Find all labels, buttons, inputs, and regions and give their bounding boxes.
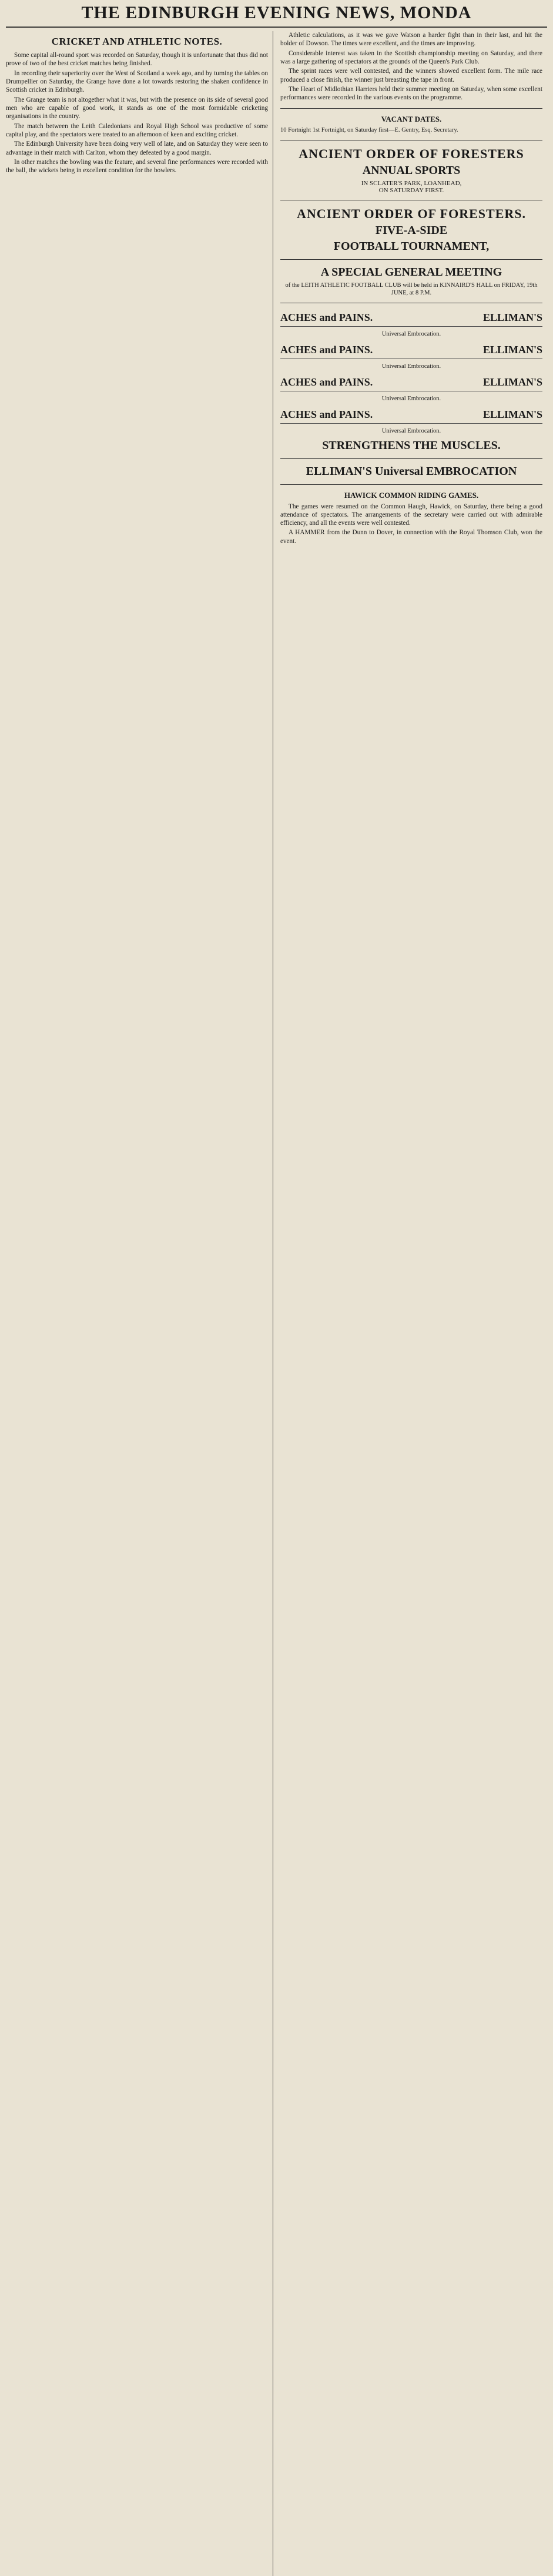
paragraph: The games were resumed on the Common Haugh, Hawick, on Saturday, there being a good attendance of spectators. The arrangements of the secretary were carried out with admirable efficiency, and all the events were well contested. [280,503,542,527]
hawick-body [280,503,542,546]
divider [280,108,542,109]
ellimans-row [280,341,542,359]
ellimans-label: ELLIMAN'S [482,344,542,356]
paragraph: The sprint races were well contested, and the winners showed excellent form. The mile race produced a close finish, the winner just breasting the tape in front. [280,68,542,83]
divider [280,259,542,260]
divider [280,458,542,459]
ellimans-ads [280,309,542,436]
ellimans-label: ELLIMAN'S [482,311,542,323]
ellimans-row [280,309,542,327]
vacant-dates-line: 10 Fortnight 1st Fortnight, on Saturday first—E. Gentry, Esq. Secretary. [280,126,458,133]
left-column [6,31,273,2576]
ellimans-label: ELLIMAN'S [482,408,542,421]
aches-pains-label: ACHES and PAINS. [280,408,373,421]
right-column [280,31,547,2576]
ellimans-sub: Universal Embrocation. [381,396,441,403]
aches-pains-label: ACHES and PAINS. [280,376,373,388]
ellimans-label: ELLIMAN'S [482,376,542,388]
ellimans-row [280,406,542,424]
masthead: THE EDINBURGH EVENING NEWS, MONDA [6,0,547,28]
ellimans-sub: Universal Embrocation. [381,428,441,435]
ellimans-sub: Universal Embrocation. [381,331,441,337]
paragraph: A HAMMER from the Dunn to Dover, in connection with the Royal Thomson Club, won the event. [280,529,542,545]
paragraph: The Edinburgh University have been doing very well of late, and on Saturday they were seen to advantage in their match with Carlton, whom they defeated by a good margin. [6,140,268,156]
foresters-football-ad [280,206,542,253]
paragraph: The Grange team is not altogether what it was, but with the presence on its side of several good men who are capable of good work, it stands as one of the most formidable cricketing organisations in the country. [6,96,268,120]
athletics-body [280,31,542,102]
strengthens-muscles: STRENGTHENS THE MUSCLES. [322,438,501,452]
football-tournament: FOOTBALL TOURNAMENT, [333,239,490,253]
foresters-date: ON SATURDAY FIRST. [378,186,444,194]
foresters-ad [280,146,542,194]
universal-embrocation: ELLIMAN'S Universal EMBROCATION [306,464,517,478]
aches-pains-label: ACHES and PAINS. [280,311,373,323]
paragraph: Athletic calculations, as it was we gave Watson a harder fight than in their last, and hit the bolder of Dowson. The times were excellent, and the times are improving. [280,32,542,48]
paragraph: The Heart of Midlothian Harriers held their summer meeting on Saturday, when some excellent performances were recorded in the various events on the programme. [280,85,542,102]
vacant-dates-title: VACANT DATES. [381,114,442,123]
article-body [6,51,268,175]
paragraph: Some capital all-round sport was recorded on Saturday, though it is unfortunate that thus did not prove of two of the best cricket matches being finished. [6,52,268,68]
aches-pains-label: ACHES and PAINS. [280,344,373,356]
ellimans-sub: Universal Embrocation. [381,363,441,370]
paragraph: In other matches the bowling was the feature, and several fine performances were recorded with the ball, the wickets being in excellent condition for the bowlers. [6,158,268,175]
special-meeting-line: of the LEITH ATHLETIC FOOTBALL CLUB will be held in KINNAIRD'S HALL on FRIDAY, 19th JUNE, at 8 P.M. [285,282,538,296]
paragraph: The match between the Leith Caledonians and Royal High School was productive of some capital play, and the spectators were treated to an afternoon of keen and exciting cricket. [6,122,268,138]
paragraph: In recording their superiority over the West of Scotland a week ago, and by turning the tables on Drumpellier on Saturday, the Grange have done a lot towards restoring the shaken confidence in Scottish cricket in Edinburgh. [6,69,268,94]
ellimans-row [280,374,542,391]
foresters-football-title: ANCIENT ORDER OF FORESTERS. [296,206,527,221]
article-headline: CRICKET AND ATHLETIC NOTES. [51,36,223,47]
special-meeting-title: A SPECIAL GENERAL MEETING [320,265,502,279]
hawick-title: HAWICK COMMON RIDING GAMES. [344,490,479,500]
foresters-venue: IN SCLATER'S PARK, LOANHEAD, [361,179,462,187]
foresters-subtitle: ANNUAL SPORTS [362,163,461,177]
paragraph: Considerable interest was taken in the Scottish championship meeting on Saturday, and there was a large gathering of spectators at the grounds of the Queen's Park Club. [280,49,542,65]
foresters-title: ANCIENT ORDER OF FORESTERS [299,146,524,161]
special-meeting-ad [280,266,542,297]
five-a-side: FIVE-A-SIDE [375,223,448,237]
divider [280,484,542,485]
